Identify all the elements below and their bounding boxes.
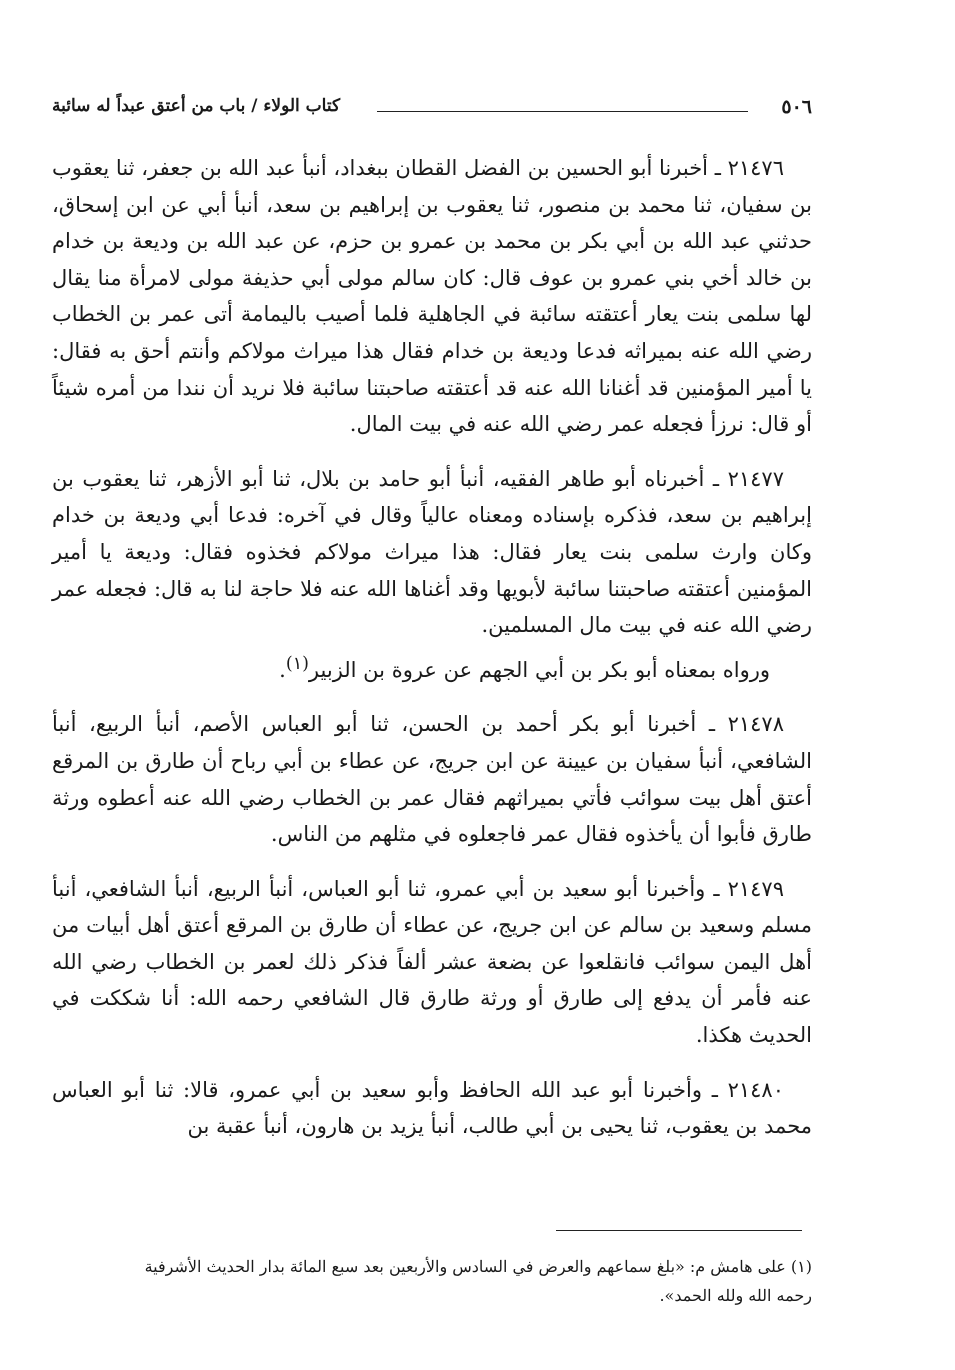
footnote-line-2: رحمه الله ولله الحمد». <box>659 1286 812 1305</box>
hadith-21478: ٢١٤٧٨ ـ أخبرنا أبو بكر أحمد بن الحسن، ثنا أبو العباس الأصم، أنبأ الربيع، أنبأ الشافعي، أنبأ سفيان بن عيينة عن ابن جريج، عن عطاء بن أبي رباح أن طارق بن المرقع أعتق أهل بيت سوائب فأتي بميراثهم فقال عمر بن الخطاب رضي الله عنه أعطوه ورثة طارق فأبوا أن يأخذوه فقال عمر فاجعلوه في مثلهم من الناس. <box>52 712 812 847</box>
hadith-21477: ٢١٤٧٧ ـ أخبرناه أبو طاهر الفقيه، أنبأ أبو حامد بن بلال، ثنا أبو الأزهر، ثنا يعقوب بن إبراهيم بن سعد، فذكره بإسناده ومعناه عالياً وقال في آخره: فدعا أبي وديعة بن خدام وكان وارث سلمى بنت يعار فقال: هذا ميراث مولاكم فخذوه فقال: وديعة يا أمير المؤمنين أعتقته صاحبتنا سائبة لأبويها وقد أغناها الله عنه فلا حاجة لنا به قال: فجعله عمر رضي الله عنه في بيت مال المسلمين. <box>52 466 812 638</box>
header-rule <box>377 111 748 112</box>
hadith-21479: ٢١٤٧٩ ـ وأخبرنا أبو سعيد بن أبي عمرو، ثنا أبو العباس، أنبأ الربيع، أنبأ الشافعي، أنبأ مسلم وسعيد بن سالم عن ابن جريج، عن عطاء أن طارق بن المرقع أعتق أهل أبيات من أهل اليمن سوائب فانقلعوا عن بضعة عشر ألفاً فذكر ذلك لعمر بن الخطاب رضي الله عنه فأمر أن يدفع إلى طارق أو ورثة طارق قال الشافعي رحمه الله: أنا شككت في الحديث هكذا. <box>52 876 812 1048</box>
page-number: ٥٠٦ <box>781 96 812 118</box>
hadith-21476: ٢١٤٧٦ ـ أخبرنا أبو الحسين بن الفضل القطان ببغداد، أنبأ عبد الله بن جعفر، ثنا يعقوب بن سفيان، ثنا محمد بن منصور، ثنا يعقوب بن إبراهيم بن سعد، أنبأ أبي عن ابن إسحاق، حدثني عبد الله بن أبي بكر بن محمد بن عمرو بن حزم، عن عبد الله بن وديعة بن خدام بن خالد أخي بني عمرو بن عوف قال: كان سالم مولى أبي حذيفة مولى لامرأة منا يقال لها سلمى بنت يعار أعتقته سائبة في الجاهلية فلما أصيب باليمامة أتى عمر بن الخطاب رضي الله عنه بميراثه فدعا وديعة بن خدام فقال هذا ميراث مولاكم وأنتم أحق به فقال: يا أمير المؤمنين قد أغنانا الله عنه قد أعتقته صاحبتنا سائبة فلا نريد أن نندا من أمره شيئاً أو قال: نرزأ فجعله عمر رضي الله عنه في بيت المال. <box>52 156 812 437</box>
narration-text: ورواه بمعناه أبو بكر بن أبي الجهم عن عروة بن الزبير <box>308 657 770 682</box>
footnote-marker: (١) <box>285 653 309 674</box>
narration-end: . <box>279 657 286 682</box>
footnote <box>52 1252 812 1310</box>
main-text <box>52 150 812 1145</box>
running-header <box>52 96 812 126</box>
footnote-separator <box>556 1230 802 1231</box>
footnote-line-1: (١) على هامش م: «بلغ سماعهم والعرض في السادس والأربعين بعد سبع المائة بدار الحديث الأشرفية <box>144 1257 812 1276</box>
running-title: كتاب الولاء / باب من أعتق عبداً له سائبة <box>52 96 341 116</box>
hadith-21480: ٢١٤٨٠ ـ وأخبرنا أبو عبد الله الحافظ وأبو سعيد بن أبي عمرو، قالا: ثنا أبو العباس محمد بن يعقوب، ثنا يحيى بن أبي طالب، أنبأ يزيد بن هارون، أنبأ عقبة بن <box>52 1077 812 1139</box>
narration-note <box>52 646 812 689</box>
